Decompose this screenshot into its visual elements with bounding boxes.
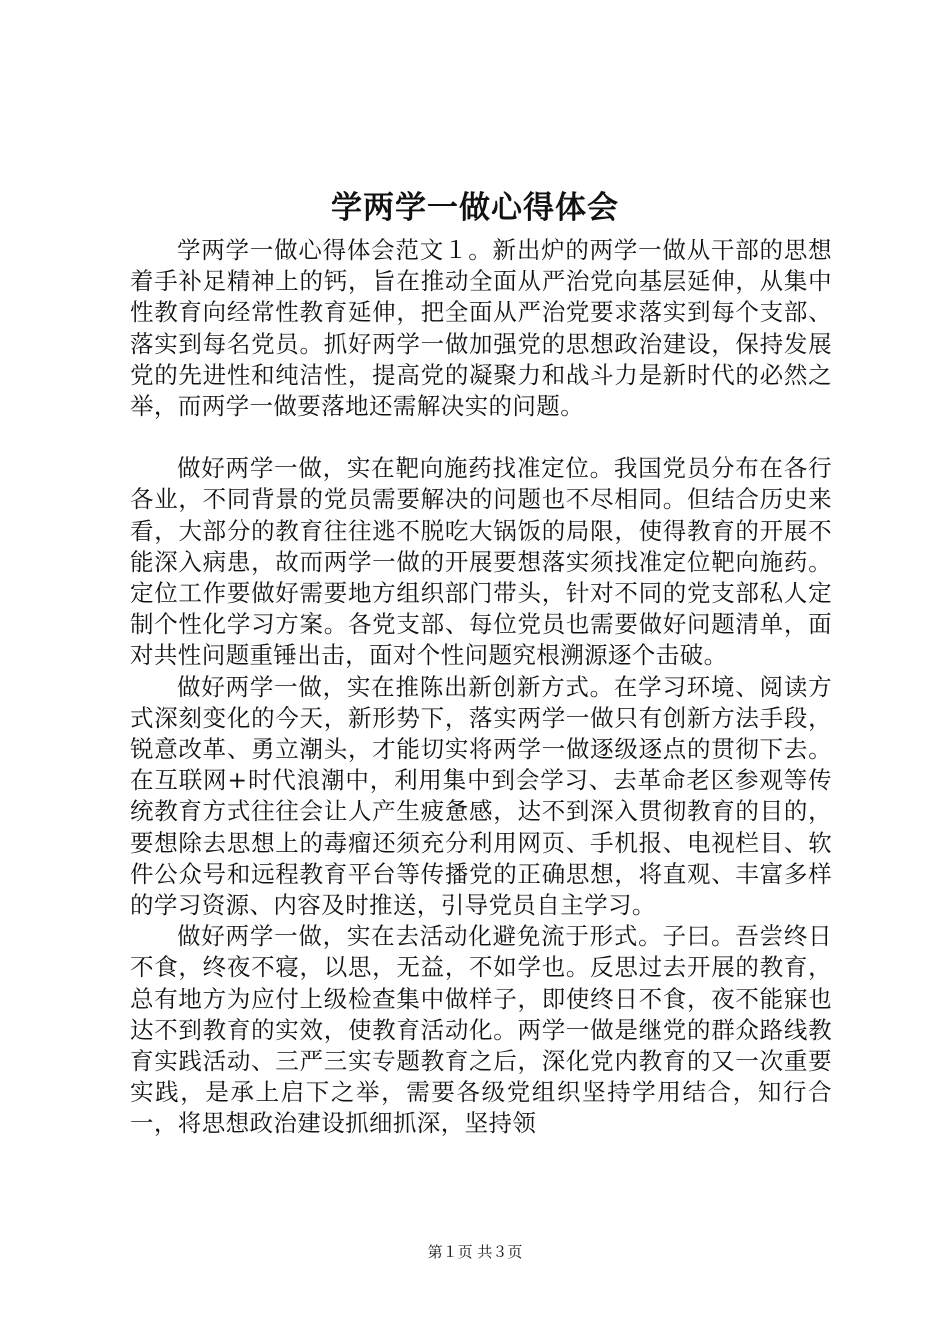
- paragraph-formalism: 做好两学一做，实在去活动化避免流于形式。子曰。吾尝终日不食，终夜不寝，以思，无益，不如学也。反思过去开展的教育，总有地方为应付上级检查集中做样子，即使终日不食，夜不能寐也达不到教育的实效，使教育活动化。两学一做是继党的群众路线教育实践活动、三严三实专题教育之后，深化党内教育的又一次重要实践，是承上启下之举，需要各级党组织坚持学用结合，知行合一，将思想政治建设抓细抓深，坚持领: [130, 922, 832, 1138]
- paragraph-innovation: 做好两学一做，实在推陈出新创新方式。在学习环境、阅读方式深刻变化的今天，新形势下，落实两学一做只有创新方法手段，锐意改革、勇立潮头，才能切实将两学一做逐级逐点的贯彻下去。在互联网+时代浪潮中，利用集中到会学习、去革命老区参观等传统教育方式往往会让人产生疲惫感，达不到深入贯彻教育的目的，要想除去思想上的毒瘤还须充分利用网页、手机报、电视栏目、软件公众号和远程教育平台等传播党的正确思想，将直观、丰富多样的学习资源、内容及时推送，引导党员自主学习。: [130, 672, 832, 920]
- paragraph-targeting: 做好两学一做，实在靶向施药找准定位。我国党员分布在各行各业，不同背景的党员需要解决的问题也不尽相同。但结合历史来看，大部分的教育往往逃不脱吃大锅饭的局限，使得教育的开展不能深入病患，故而两学一做的开展要想落实须找准定位靶向施药。定位工作要做好需要地方组织部门带头，针对不同的党支部私人定制个性化学习方案。各党支部、每位党员也需要做好问题清单，面对共性问题重锤出击，面对个性问题究根溯源逐个击破。: [130, 454, 832, 670]
- document-body: [130, 235, 832, 1140]
- document-title: 学两学一做心得体会: [331, 190, 619, 226]
- paragraph-intro: 学两学一做心得体会范文１。新出炉的两学一做从干部的思想着手补足精神上的钙，旨在推动全面从严治党向基层延伸，从集中性教育向经常性教育延伸，把全面从严治党要求落实到每个支部、落实到每名党员。抓好两学一做加强党的思想政治建设，保持发展党的先进性和纯洁性，提高党的凝聚力和战斗力是新时代的必然之举，而两学一做要落地还需解决实的问题。: [130, 236, 832, 421]
- page-footer: 第１页 共３页: [427, 1243, 523, 1261]
